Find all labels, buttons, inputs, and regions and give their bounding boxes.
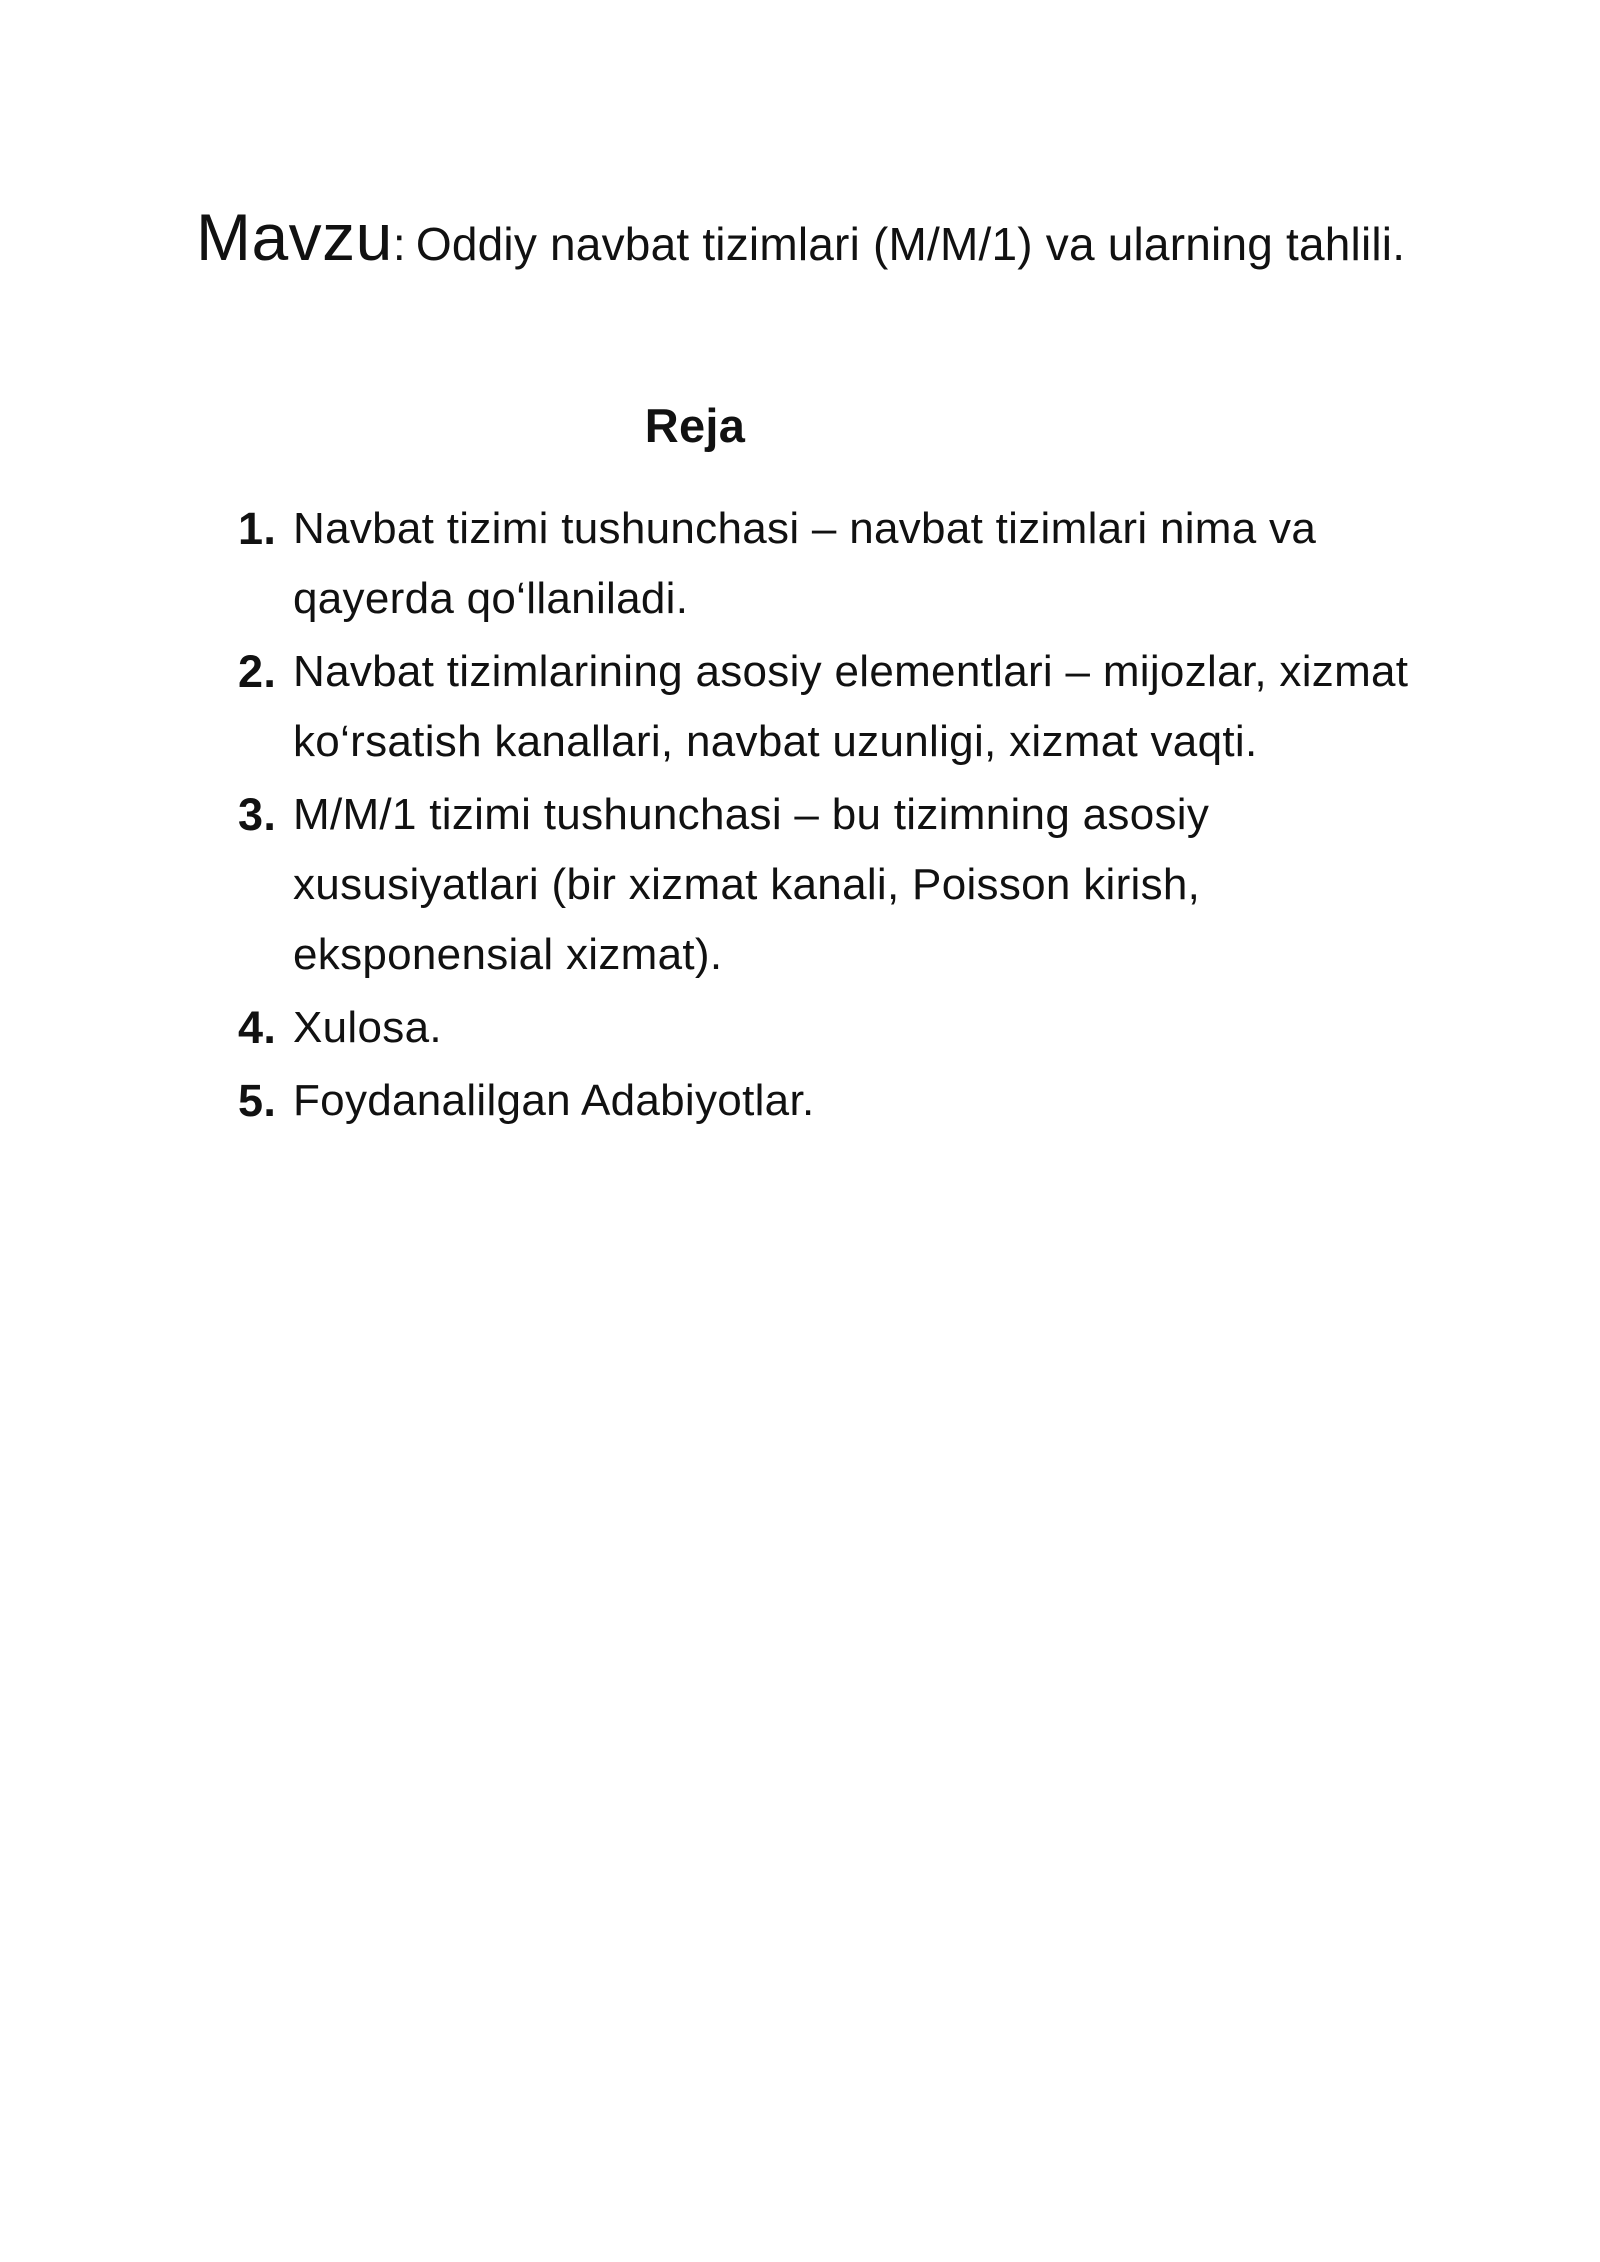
plan-item-5 (238, 1066, 1428, 1136)
plan-item-text: Foydanalilgan Adabiyotlar. (293, 1076, 815, 1125)
plan-item-3 (238, 780, 1428, 990)
document-title (196, 196, 1406, 285)
title-colon: : (392, 218, 406, 270)
plan-item-text: Navbat tizimi tushunchasi – navbat tizimlari nima va qayerda qo‘llaniladi. (293, 504, 1317, 623)
plan-item-4 (238, 993, 1428, 1063)
plan-item-text: Navbat tizimlarining asosiy elementlari – mijozlar, xizmat ko‘rsatish kanallari, navbat uzunligi, xizmat vaqti. (293, 647, 1409, 766)
title-prefix: Mavzu (196, 200, 393, 274)
plan-item-number: 2. (238, 646, 277, 697)
plan-item-number: 5. (238, 1075, 277, 1126)
plan-item-text: M/M/1 tizimi tushunchasi – bu tizimning asosiy xususiyatlari (bir xizmat kanali, Poisson kirish, eksponensial xizmat). (293, 790, 1210, 979)
plan-list (238, 494, 1428, 1139)
plan-item-1 (238, 494, 1428, 634)
plan-item-2 (238, 637, 1428, 777)
plan-heading: Reja (644, 399, 746, 452)
plan-item-text: Xulosa. (293, 1003, 442, 1052)
plan-item-number: 4. (238, 1002, 277, 1053)
plan-item-number: 3. (238, 789, 277, 840)
title-text: Oddiy navbat tizimlari (M/M/1) va ularning tahlili. (415, 218, 1406, 270)
plan-item-number: 1. (238, 503, 277, 554)
